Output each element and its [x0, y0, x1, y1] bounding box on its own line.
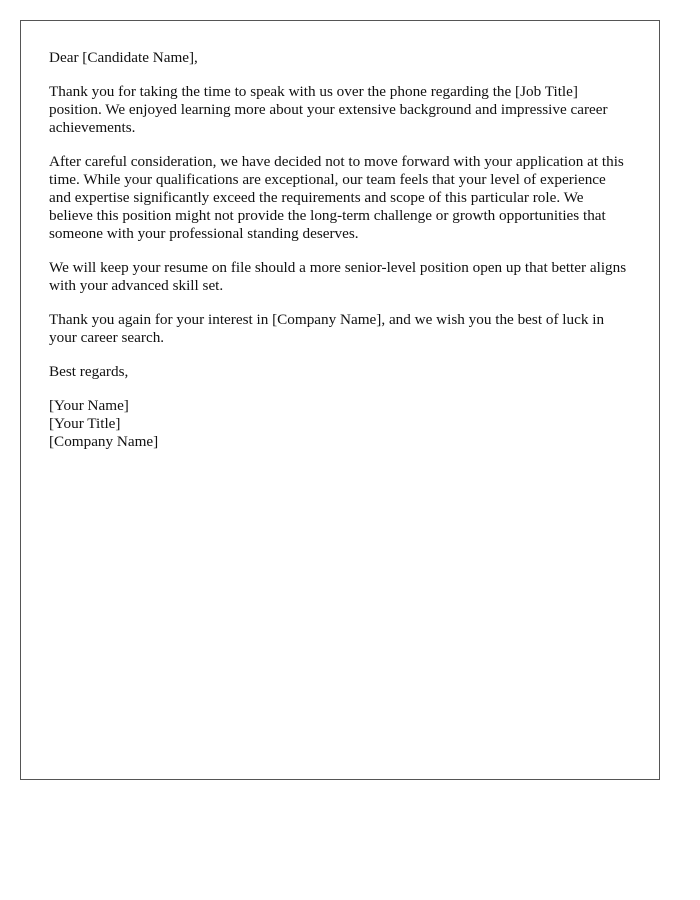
letter-document [20, 20, 660, 780]
signature-title: [Your Title] [49, 415, 121, 432]
signature-name: [Your Name] [49, 397, 129, 414]
letter-paragraph: Thank you for taking the time to speak with us over the phone regarding the [Job Title] position. We enjoyed learning more about your extensive background and impressive career achievements. [49, 83, 608, 136]
letter-paragraph: We will keep your resume on file should a more senior-level position open up that better aligns with your advanced skill set. [49, 259, 627, 294]
closing: Best regards, [49, 363, 129, 380]
signature-company: [Company Name] [49, 433, 159, 450]
signature-block [49, 397, 631, 451]
salutation: Dear [Candidate Name], [49, 49, 198, 66]
letter-paragraph: Thank you again for your interest in [Company Name], and we wish you the best of luck in your career search. [49, 311, 605, 346]
letter-paragraph: After careful consideration, we have decided not to move forward with your application at this time. While your qualifications are exceptional, our team feels that your level of experience and expertise significantly exceed the requirements and scope of this particular role. We believe this position might not provide the long-term challenge or growth opportunities that someone with your professional standing deserves. [49, 153, 624, 242]
